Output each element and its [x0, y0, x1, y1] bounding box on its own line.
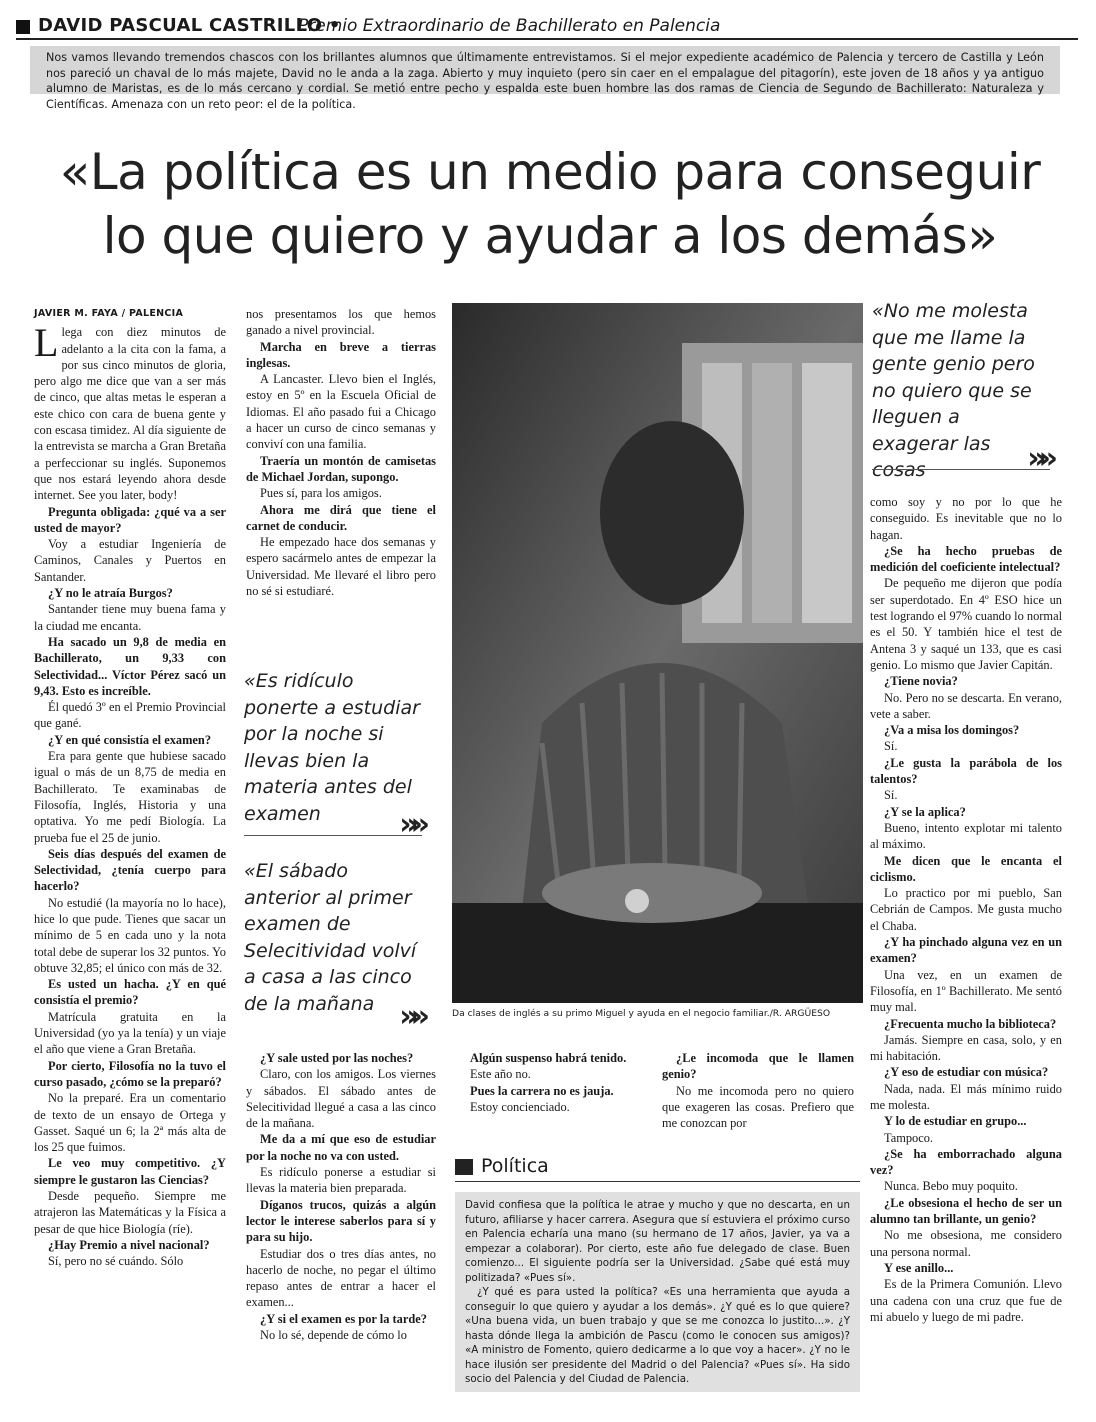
column-3-bottom [456, 1050, 646, 1115]
divider [872, 469, 1050, 470]
question: Pues la carrera no es jauja. [470, 1083, 614, 1098]
column-4-bottom [662, 1050, 854, 1131]
question: Pregunta obligada: ¿qué va a ser usted de mayor? [34, 504, 226, 535]
header-subtitle: Premio Extraordinario de Bachillerato en Palencia [298, 16, 721, 36]
interviewee-name: DAVID PASCUAL CASTRILLO • [38, 15, 341, 36]
question: ¿Se ha emborrachado alguna vez? [870, 1146, 1062, 1178]
double-chevron-icon: »» [399, 998, 422, 1034]
question: ¿Le obsesiona el hecho de ser un alumno tan brillante, un genio? [870, 1195, 1062, 1227]
answer: Es ridículo ponerse a estudiar si llevas la materia bien preparada. [246, 1165, 436, 1196]
answer: Estudiar dos o tres días antes, no hacerlo de noche, no pegar el último repaso antes de entrar a hacer el examen... [246, 1246, 436, 1310]
answer: A Lancaster. Llevo bien el Inglés, estoy en 5º en la Escuela Oficial de Idiomas. El año pasado fui a Chicago a hacer un curso de cinco semanas y conviví con una familia. [246, 372, 436, 452]
answer: Tampoco. [884, 1130, 934, 1145]
column-2-top [246, 306, 436, 599]
question: Ahora me dirá que tiene el carnet de conducir. [246, 502, 436, 533]
headline-line-2: lo que quiero y ayudar a los demás» [102, 207, 998, 265]
answer: Voy a estudiar Ingeniería de Caminos, Canales y Puertos en Santander. [34, 537, 226, 584]
politica-box [455, 1155, 860, 1405]
column-1 [34, 306, 226, 1270]
question: Algún suspenso habrá tenido. [470, 1051, 627, 1065]
question: Marcha en breve a tierras inglesas. [246, 339, 436, 370]
headline [40, 140, 1060, 268]
section-marker-icon [455, 1159, 473, 1175]
question: Díganos trucos, quizás a algún lector le interese saberlos para sí y para su hijo. [246, 1197, 436, 1245]
double-chevron-icon: »» [1027, 440, 1050, 476]
question: Y lo de estudiar en grupo... [884, 1114, 1027, 1129]
drop-cap: L [34, 320, 59, 366]
photo-caption: Da clases de inglés a su primo Miguel y ayuda en el negocio familiar./R. ARGÜESO [452, 1008, 831, 1019]
answer: como soy y no por lo que he conseguido. Es inevitable que no lo hagan. [870, 495, 1062, 542]
answer: Una vez, en un examen de Filosofía, en 1º Bachillerato. Me sentó muy mal. [870, 967, 1062, 1015]
question: Es usted un hacha. ¿Y en qué consistía el premio? [34, 977, 226, 1008]
question: Le veo muy competitivo. ¿Y siempre le gustaron las Ciencias? [34, 1156, 226, 1187]
intro-paragraph: Nos vamos llevando tremendos chascos con los brillantes alumnos que últimamente entrevistamos. Si el mejor expediente académico de Palencia y tercero de Castilla y León nos pareció un chaval de lo más majete, David no le anda a la zaga. Abierto y muy inquieto (pero sin caer en el empalague del pitagorín), este joven de 18 años y ya antiguo alumno de Maristas, es de lo más cercano y cordial. Se metió entre pecho y espalda este buen hombre las dos ramas de Ciencia de Segundo de Bachillerato: Naturaleza y Científicas. Amenaza con un reto peor: el de la política. [30, 46, 1060, 94]
question: ¿Le incomoda que le llamen genio? [662, 1051, 854, 1082]
answer: Era para gente que hubiese sacado igual o más de un 8,75 de media en Bachillerato. Te examinabas de Filosofía, Inglés, Historia y una optativa. Yo me pedí Biología. La prueba fue el 25 de junio. [34, 749, 226, 845]
answer: Claro, con los amigos. Los viernes y sábados. El sábado antes de Selecitividad llegué a casa a las cinco de la mañana. [246, 1067, 436, 1131]
answer: nos presentamos los que hemos ganado a nivel provincial. [246, 307, 436, 338]
pull-quote-2 [244, 858, 422, 1034]
box-title [455, 1155, 860, 1182]
answer: Pues sí, para los amigos. [260, 486, 382, 501]
answer: De pequeño me dijeron que podía ser superdotado. En 4º ESO hice un test logrando el 97% cuando lo normal es el 50. Y también hice el test de Antena 3 y saqué un 133, que es casi genio. Lo mismo que Javier Capitán. [870, 576, 1063, 672]
pull-quote-text: «No me molesta que me llame la gente genio pero no quiero que se lleguen a exagerar las cosas [872, 300, 1035, 481]
answer: No me incomoda pero no quiero que exageren las cosas. Prefiero que me conozcan por [662, 1083, 854, 1131]
pull-quote-3 [872, 298, 1050, 481]
question: ¿Se ha hecho pruebas de medición del coeficiente intelectual? [870, 543, 1062, 575]
answer: Él quedó 3º en el Premio Provincial que gané. [34, 700, 226, 731]
question: ¿Y eso de estudiar con música? [884, 1065, 1049, 1080]
answer: Santander tiene muy buena fama y la ciudad me encanta. [34, 602, 226, 633]
answer: Nunca. Bebo muy poquito. [884, 1179, 1018, 1194]
question: Me dicen que le encanta el ciclismo. [870, 853, 1062, 884]
question: Seis días después del examen de Selectividad, ¿tenía cuerpo para hacerlo? [34, 846, 226, 894]
answer: No. Pero no se descarta. En verano, vete a saber. [870, 690, 1062, 721]
answer: Estoy concienciado. [470, 1099, 570, 1114]
question: ¿Y sale usted por las noches? [260, 1051, 414, 1065]
question: Me da a mí que eso de estudiar por la noche no va con usted. [246, 1132, 436, 1163]
double-chevron-icon: »» [399, 806, 422, 842]
byline: JAVIER M. FAYA / PALENCIA [34, 308, 184, 319]
lead-paragraph: Llega con diez minutos de adelanto a la cita con la fama, a por sus cinco minutos de gloria, pero algo me dice que van a ser más de cinco, que altas metas le esperan a este chico con cara de buena gente y con escasa timidez. Al día siguiente de la entrevista se marcha a Gran Bretaña a perfeccionar su inglés. Suponemos que nos estará leyendo ahora desde internet. See you later, body! [34, 320, 226, 503]
interview-photo [452, 303, 863, 1003]
pull-quote-text: «Es ridículo ponerte a estudiar por la noche si llevas bien la materia antes del examen [244, 670, 420, 825]
question: ¿Y ha pinchado alguna vez en un examen? [870, 935, 1062, 966]
answer: Nada, nada. El más mínimo ruido me molesta. [870, 1081, 1062, 1112]
answer: Bueno, intento explotar mi talento al máximo. [870, 820, 1062, 852]
box-paragraph: David confiesa que la política le atrae y mucho y que no descarta, en un futuro, afiliarse y hacer carrera. Asegura que sí estuviera el próximo curso en Palencia echaría una mano (su hermano de 17 años, Javier, ya va a empezar a colaborar). Por cierto, este año fue delegado de clase. Buen comienzo... El siguiente podría ser la Universidad. ¿Sabe qué está muy politizada? «Pues sí». [465, 1199, 850, 1284]
pull-quote-1 [244, 668, 422, 842]
question: ¿Y en qué consistía el examen? [48, 732, 212, 747]
answer: Sí. [884, 739, 898, 754]
box-paragraph: ¿Y qué es para usted la política? «Es una herramienta que ayuda a conseguir lo que quiero y ayudar a los demás». ¿Y qué es lo que quiere? «Una buena vida, un buen trabajo y que se me conozca lo justito...». ¿Y hasta dónde llega la ambición de Pascu (como le conocen sus amigos)? «A ministro de Fomento, quiero dedicarme a lo que voy a hacer». ¿Y no le hace ilusión ser presidente del Madrid o del Palencia? «Pues sí». Ha sido socio del Palencia y del Ciudad de Palencia. [465, 1286, 850, 1385]
answer: Jamás. Siempre en casa, solo, y en mi habitación. [870, 1032, 1062, 1064]
box-body [455, 1192, 860, 1392]
question: ¿Y se la aplica? [884, 804, 966, 819]
answer: He empezado hace dos semanas y espero sacármelo antes de empezar la Universidad. Me llevaré el libro pero no sé si estudiaré. [246, 535, 436, 599]
question: ¿Le gusta la parábola de los talentos? [870, 755, 1062, 787]
question: ¿Frecuenta mucho la biblioteca? [884, 1016, 1057, 1031]
section-header [16, 14, 1078, 40]
answer: Desde pequeño. Siempre me atrajeron las Matemáticas y la Física a pesar de que hice Biología (ríe). [34, 1189, 226, 1236]
pull-quote-text: «El sábado anterior al primer examen de Selecitividad volví a casa a las cinco de la mañana [244, 860, 417, 1015]
question: Por cierto, Filosofía no la tuvo el curso pasado, ¿cómo se la preparó? [34, 1058, 226, 1089]
divider [244, 835, 422, 836]
answer: Matrícula gratuita en la Universidad (yo ya la tenía) y un viaje el año que viene a Gran Bretaña. [34, 1009, 226, 1057]
headline-line-1: «La política es un medio para conseguir [59, 143, 1041, 201]
answer: No me obsesiona, me considero una persona normal. [870, 1228, 1062, 1259]
answer: Lo practico por mi pueblo, San Cebrián de Campos. Me gusta mucho el Chaba. [870, 886, 1062, 933]
question: Y ese anillo... [884, 1260, 954, 1275]
header-square-icon [16, 20, 30, 34]
answer: No lo sé, depende de cómo lo [260, 1328, 407, 1343]
box-title-text: Política [481, 1155, 549, 1177]
question: Traería un montón de camisetas de Michael Jordan, supongo. [246, 453, 436, 484]
answer: No estudié (la mayoría no lo hace), hice lo que pude. Tienes que sacar un mínimo de 5 en cada uno y la nota total debe de superar los 32 puntos. Yo obtuve 32,85; el único con más de 32. [34, 895, 226, 975]
question: ¿Y si el examen es por la tarde? [260, 1311, 427, 1326]
photo-image [452, 303, 863, 1003]
answer: Es de la Primera Comunión. Llevo una cadena con una cruz que fue de mi abuelo y luego de mi padre. [870, 1277, 1062, 1324]
question: ¿Va a misa los domingos? [884, 723, 1020, 738]
question: ¿Tiene novia? [884, 674, 958, 689]
answer: Sí, pero no sé cuándo. Sólo [48, 1254, 184, 1269]
question: ¿Hay Premio a nivel nacional? [48, 1237, 210, 1252]
question: ¿Y no le atraía Burgos? [48, 586, 173, 601]
column-5 [870, 494, 1062, 1325]
answer: Sí. [884, 788, 898, 803]
answer: No la preparé. Era un comentario de texto de un ensayo de Ortega y Gasset. Saqué un 6; la 2ª más alta de los 25 que fuimos. [34, 1091, 226, 1155]
column-2-bottom [246, 1050, 436, 1343]
question: Ha sacado un 9,8 de media en Bachillerato, un 9,33 con Selectividad... Víctor Pérez sacó un 9,43. Esto es increíble. [34, 634, 226, 698]
answer: Este año no. [470, 1067, 531, 1082]
